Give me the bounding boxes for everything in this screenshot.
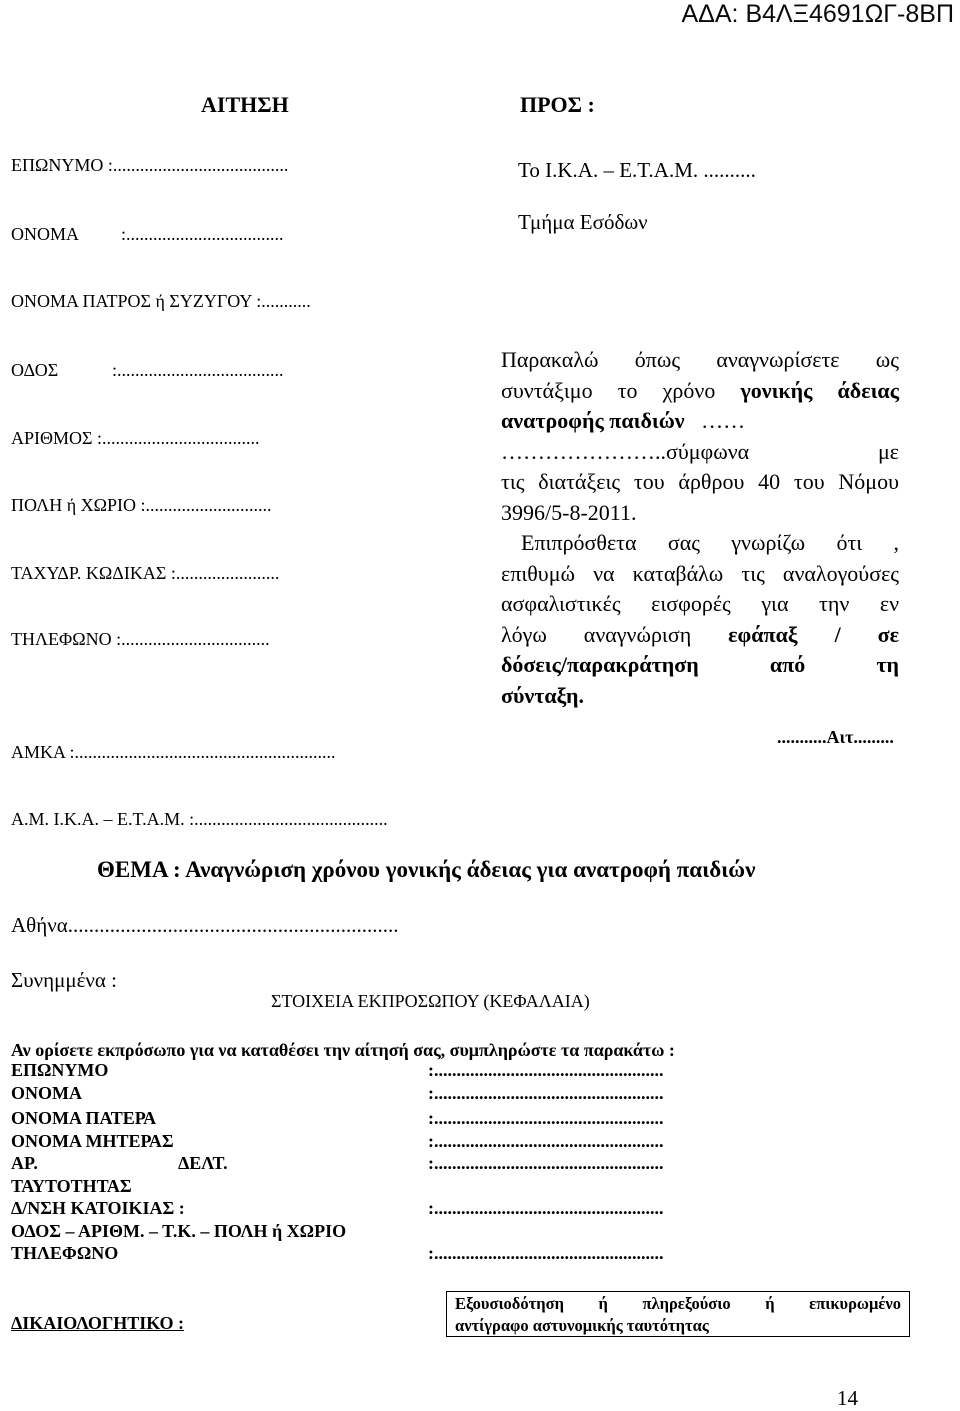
attachments-label: Συνημμένα : bbox=[11, 968, 118, 992]
supporting-doc-line-1: Εξουσιοδότηση ή πληρεξούσιο ή επικυρωμένο bbox=[455, 1294, 901, 1313]
athens-date-line: Αθήνα............................................................... bbox=[11, 913, 399, 937]
postal-code-field: ΤΑΧΥΔΡ. ΚΩΔΙΚΑΣ :....................... bbox=[11, 563, 280, 583]
request-line-7: Επιπρόσθετα σας γνωρίζω ότι , bbox=[521, 530, 900, 555]
supporting-doc-label: ΔΙΚΑΙΟΛΟΓΗΤΙΚΟ : bbox=[11, 1313, 185, 1333]
supporting-doc-line-2: αντίγραφο αστυνομικής ταυτότητας bbox=[455, 1316, 709, 1335]
signature-line: ...........Αιτ......... bbox=[777, 727, 894, 747]
ada-code: ΑΔΑ: Β4ΛΞ4691ΩΓ-8ΒΠ bbox=[681, 0, 954, 28]
city-field: ΠΟΛΗ ή ΧΩΡΙΟ :............................ bbox=[11, 495, 272, 515]
request-line-10: λόγω αναγνώριση εφάπαξ / σε bbox=[501, 621, 900, 647]
name-value: :................................... bbox=[121, 224, 284, 244]
request-line-4: …………………..σύμφωνα με bbox=[501, 438, 899, 464]
subject-line: ΘΕΜΑ : Αναγνώριση χρόνου γονικής άδειας για ανατροφή παιδιών bbox=[97, 857, 756, 882]
surname-field: ΕΠΩΝΥΜΟ :....................................... bbox=[11, 155, 289, 175]
street-label: ΟΔΟΣ bbox=[11, 360, 59, 380]
request-line-12: σύνταξη. bbox=[501, 682, 584, 708]
representative-instructions: Αν ορίσετε εκπρόσωπο για να καταθέσει την αίτησή σας, συμπληρώστε τα παρακάτω : bbox=[11, 1040, 675, 1060]
to-title: ΠΡΟΣ : bbox=[520, 92, 595, 117]
representative-heading: ΣΤΟΙΧΕΙΑ ΕΚΠΡΟΣΩΠΟΥ (ΚΕΦΑΛΑΙΑ) bbox=[271, 991, 590, 1011]
request-line-1: Παρακαλώ όπως αναγνωρίσετε ως bbox=[501, 347, 899, 372]
request-line-5: τις διατάξεις του άρθρου 40 του Νόμου bbox=[501, 469, 899, 494]
street-value: :..................................... bbox=[112, 360, 284, 380]
request-line-6: 3996/5-8-2011. bbox=[501, 499, 637, 525]
request-line-2: συντάξιμο το χρόνο γονικής άδειας bbox=[501, 377, 899, 403]
name-label: ΟΝΟΜΑ bbox=[11, 224, 80, 244]
request-line-11: δόσεις/παρακράτηση από τη bbox=[501, 652, 900, 677]
recipient-line-1: Το Ι.Κ.Α. – Ε.Τ.Α.Μ. .......... bbox=[518, 158, 756, 182]
supporting-doc-box bbox=[446, 1291, 910, 1337]
number-field: ΑΡΙΘΜΟΣ :................................... bbox=[11, 428, 260, 448]
am-ika-field: Α.Μ. Ι.Κ.Α. – Ε.Τ.Α.Μ. :........................................... bbox=[11, 809, 388, 829]
recipient-line-2: Τμήμα Εσόδων bbox=[518, 210, 648, 234]
request-line-8: επιθυμώ να καταβάλω τις αναλογούσες bbox=[501, 560, 900, 586]
request-line-3: ανατροφής παιδιών …… bbox=[501, 408, 746, 433]
page-number: 14 bbox=[837, 1386, 858, 1410]
application-title: ΑΙΤΗΣΗ bbox=[201, 92, 289, 117]
amka-field: ΑΜΚΑ :.......................................................... bbox=[11, 742, 336, 762]
father-spouse-field: ΟΝΟΜΑ ΠΑΤΡΟΣ ή ΣΥΖΥΓΟΥ :........... bbox=[11, 291, 311, 311]
request-line-9: ασφαλιστικές εισφορές για την εν bbox=[501, 591, 900, 616]
request-paragraph bbox=[501, 345, 899, 711]
phone-field: ΤΗΛΕΦΩΝΟ :................................. bbox=[11, 629, 270, 649]
